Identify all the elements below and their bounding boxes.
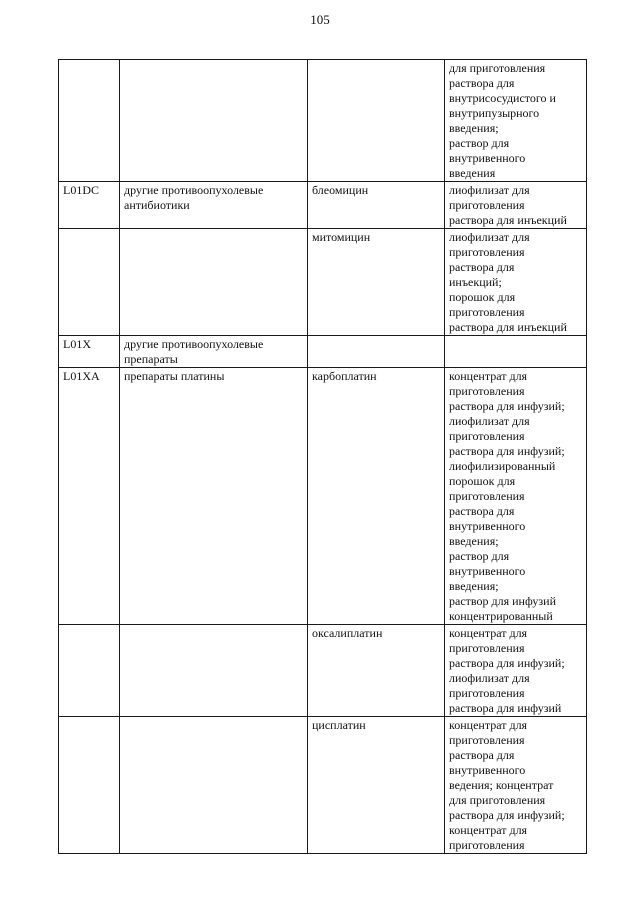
dosage-form-cell: лиофилизат для приготовления раствора для инъекций xyxy=(445,182,587,229)
dosage-form-cell: концентрат для приготовления раствора для внутривенного ведения; концентрат для приготовления раствора для инфузий; концентрат для приготовления xyxy=(445,717,587,854)
group-cell: другие противоопухолевые препараты xyxy=(120,336,308,368)
table-row xyxy=(59,182,587,229)
atc-code-cell: L01XA xyxy=(59,368,120,625)
group-cell: другие противоопухолевые антибиотики xyxy=(120,182,308,229)
drug-table xyxy=(58,59,587,854)
drug-name-cell: блеомицин xyxy=(308,182,445,229)
group-cell xyxy=(120,625,308,717)
atc-code-cell xyxy=(59,625,120,717)
drug-name-cell: митомицин xyxy=(308,229,445,336)
drug-name-cell: карбоплатин xyxy=(308,368,445,625)
drug-name-cell: оксалиплатин xyxy=(308,625,445,717)
drug-name-cell xyxy=(308,60,445,182)
atc-code-cell xyxy=(59,60,120,182)
dosage-form-cell: концентрат для приготовления раствора для инфузий; лиофилизат для приготовления раствора для инфузий xyxy=(445,625,587,717)
group-cell: препараты платины xyxy=(120,368,308,625)
page-number: 105 xyxy=(310,12,330,27)
drug-name-cell xyxy=(308,336,445,368)
table-row xyxy=(59,625,587,717)
table-row xyxy=(59,368,587,625)
table-row xyxy=(59,336,587,368)
atc-code-cell xyxy=(59,717,120,854)
table-row xyxy=(59,229,587,336)
drug-name-cell: цисплатин xyxy=(308,717,445,854)
group-cell xyxy=(120,60,308,182)
group-cell xyxy=(120,229,308,336)
dosage-form-cell: лиофилизат для приготовления раствора для инъекций; порошок для приготовления раствора для инъекций xyxy=(445,229,587,336)
group-cell xyxy=(120,717,308,854)
table-row xyxy=(59,60,587,182)
dosage-form-cell: для приготовления раствора для внутрисосудистого и внутрипузырного введения; раствор для внутривенного введения xyxy=(445,60,587,182)
atc-code-cell: L01X xyxy=(59,336,120,368)
dosage-form-cell xyxy=(445,336,587,368)
atc-code-cell xyxy=(59,229,120,336)
atc-code-cell: L01DC xyxy=(59,182,120,229)
dosage-form-cell: концентрат для приготовления раствора для инфузий; лиофилизат для приготовления раствора для инфузий; лиофилизированный порошок для приготовления раствора для внутривенного введения; раствор для внутривенного введения; раствор для инфузий концентрированный xyxy=(445,368,587,625)
table-row xyxy=(59,717,587,854)
